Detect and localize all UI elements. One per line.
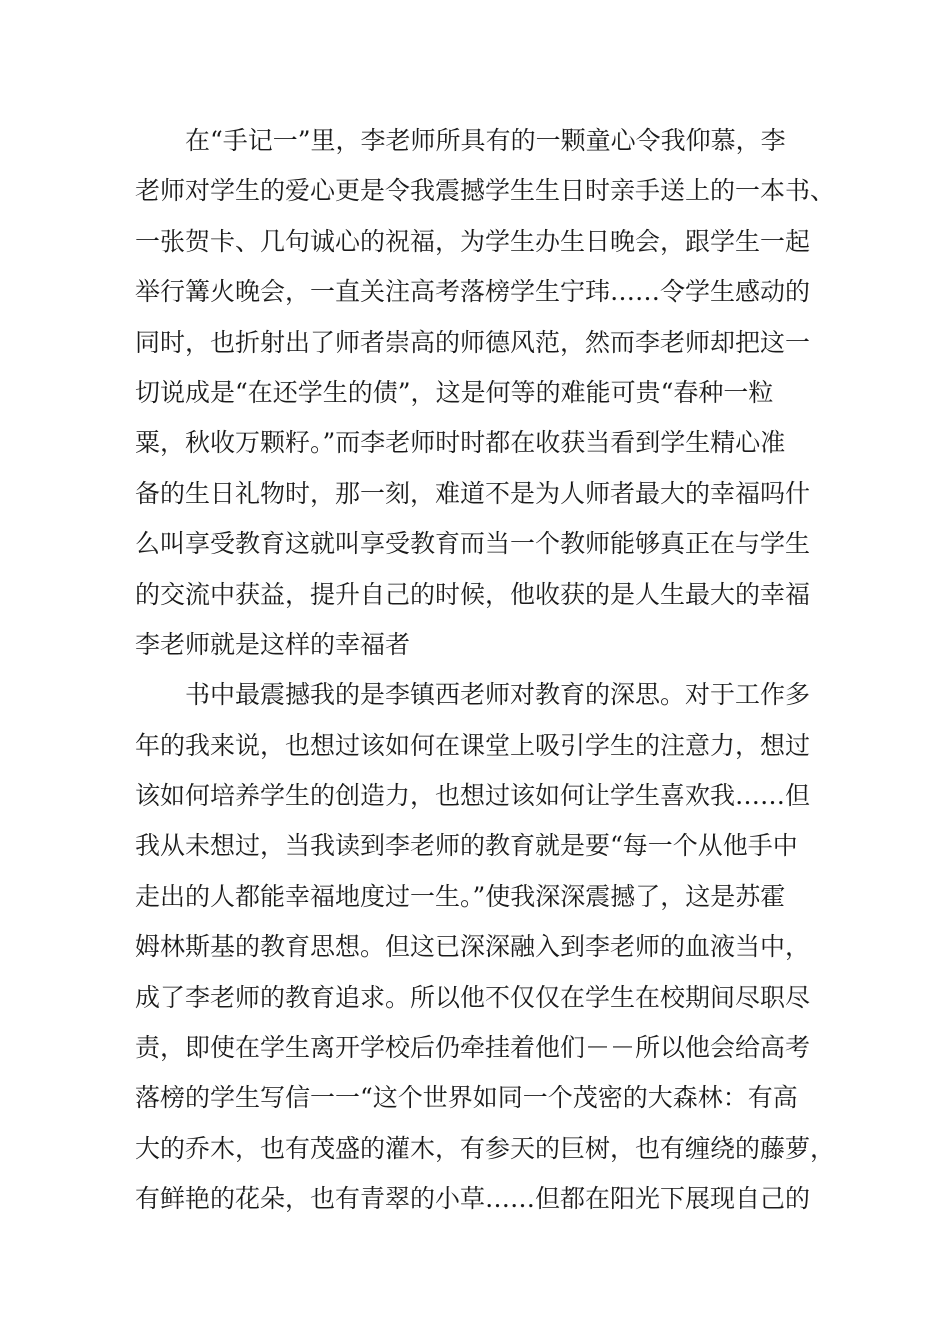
paragraph-1-line-2: 老师对学生的爱心更是令我震撼学生生日时亲手送上的一本书、 [135,176,835,206]
paragraph-1-line-1: 在“手记一”里，李老师所具有的一颗童心令我仰慕，李 [185,126,786,155]
paragraph-2-line-8: 责，即使在学生离开学校后仍牵挂着他们－－所以他会给高考 [135,1033,811,1063]
paragraph-1-line-6: 切说成是“在还学生的债”，这是何等的难能可贵“春种一粒 [135,377,774,407]
paragraph-2-line-3: 该如何培养学生的创造力，也想过该如何让学生喜欢我……但 [135,781,811,811]
paragraph-1-line-8: 备的生日礼物时，那一刻，难道不是为人师者最大的幸福吗什 [135,478,811,508]
paragraph-2-line-1: 书中最震撼我的是李镇西老师对教育的深思。对于工作多 [185,680,811,710]
paragraph-2-line-7: 成了李老师的教育追求。所以他不仅仅在学生在校期间尽职尽 [135,982,811,1012]
body-text [135,116,835,1225]
paragraph-2-line-6: 姆林斯基的教育思想。但这已深深融入到李老师的血液当中， [135,932,811,962]
paragraph-2-line-2: 年的我来说，也想过该如何在课堂上吸引学生的注意力，想过 [135,730,811,760]
paragraph-1-line-3: 一张贺卡、几句诚心的祝福，为学生办生日晚会，跟学生一起 [135,226,811,256]
paragraph-1-line-10: 的交流中获益，提升自己的时候，他收获的是人生最大的幸福 [135,579,811,609]
paragraph-2-line-11: 有鲜艳的花朵，也有青翠的小草……但都在阳光下展现自己的 [135,1184,811,1214]
paragraph-1-line-4: 举行篝火晚会，一直关注高考落榜学生宁玮……令学生感动的 [135,277,811,307]
paragraph-2-line-10: 大的乔木，也有茂盛的灌木，有参天的巨树，也有缠绕的藤萝， [135,1133,835,1163]
paragraph-1-line-9: 么叫享受教育这就叫享受教育而当一个教师能够真正在与学生 [135,529,811,559]
paragraph-2-line-4: 我从未想过，当我读到李老师的教育就是要“每一个从他手中 [135,831,798,861]
paragraph-1-line-7: 粟，秋收万颗籽。”而李老师时时都在收获当看到学生精心准 [135,428,786,458]
paragraph-2-line-9: 落榜的学生写信一一“这个世界如同一个茂密的大森林：有高 [135,1083,798,1113]
paragraph-1-line-11: 李老师就是这样的幸福者 [135,629,411,659]
paragraph-2-line-5: 走出的人都能幸福地度过一生。”使我深深震撼了，这是苏霍 [135,881,786,911]
paragraph-1-line-5: 同时，也折射出了师者崇高的师德风范，然而李老师却把这一 [135,327,811,357]
